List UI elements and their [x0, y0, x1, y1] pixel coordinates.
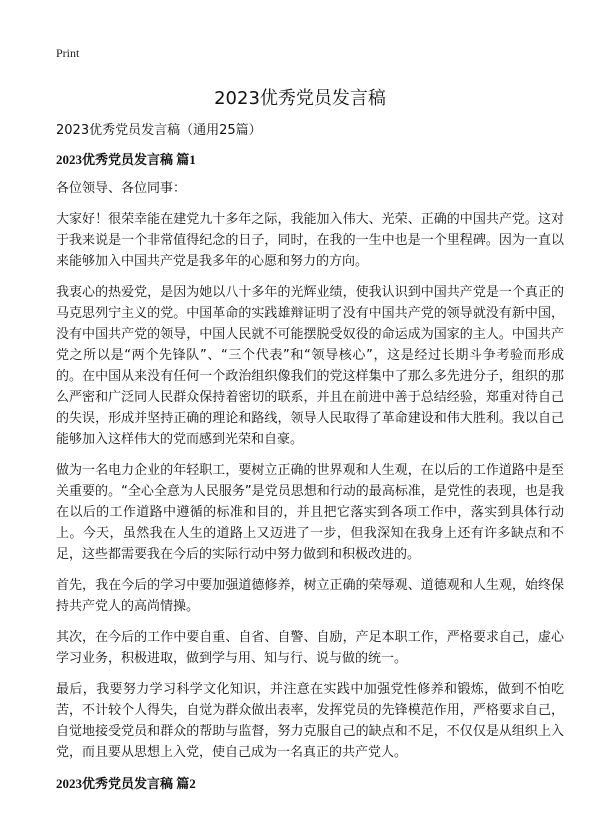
section-heading-1: 2023优秀党员发言稿 篇1: [56, 152, 196, 167]
page-title: 2023优秀党员发言稿: [214, 88, 386, 109]
paragraph: 我衷心的热爱党，是因为她以八十多年的光辉业绩，使我认识到中国共产党是一个真正的马克思列宁主义的党。中国革命的实践雄辩证明了没有中国共产党的领导就没有新中国，没有中国共产党的领导，中国人民就不可能摆脱受奴役的命运成为国家的主人。中国共产党之所以是“两个先锋队”、“三个代表”和“领导核心”，这是经过长期斗争考验而形成的。在中国从来没有任何一个政治组织像我们的党这样集中了那么多先进分子，组织的那么严密和广泛同人民群众保持着密切的联系，并且在前进中善于总结经验，郑重对待自己的失误，形成并坚持正确的理论和路线，领导人民取得了革命建设和伟大胜利。我以自己能够加入这样伟大的党而感到光荣和自豪。: [56, 285, 564, 447]
article-body: [56, 120, 564, 802]
article-subtitle: 2023优秀党员发言稿（通用25篇）: [56, 123, 262, 138]
paragraph: 最后，我要努力学习科学文化知识，并注意在实践中加强党性修养和锻炼，做到不怕吃苦，不计较个人得失，自觉为群众做出表率，发挥党员的先锋模范作用，严格要求自己，自觉地接受党员和群众的帮助与监督，努力克服自己的缺点和不足，不仅仅是从组织上入党，而且要从思想上入党，使自己成为一名真正的共产党人。: [56, 682, 564, 760]
greeting: 各位领导、各位同事：: [56, 181, 187, 196]
paragraph: 做为一名电力企业的年轻职工，要树立正确的世界观和人生观，在以后的工作道路中是至关重要的。“全心全意为人民服务”是党员思想和行动的最高标准，是党性的表现，也是我在以后的工作道路中遵循的标准和目的，并且把它落实到各项工作中，落实到具体行动上。今天，虽然我在人生的道路上又迈进了一步，但我深知在我身上还有许多缺点和不足，这些都需要我在今后的实际行动中努力做到和积极改进的。: [56, 463, 564, 562]
paragraph: 大家好！很荣幸能在建党九十多年之际，我能加入伟大、光荣、正确的中国共产党。这对于我来说是一个非常值得纪念的日子，同时，在我的一生中也是一个里程碑。因为一直以来能够加入中国共产党是我多年的心愿和努力的方向。: [56, 212, 564, 269]
paragraph: 其次，在今后的工作中要自重、自省、自警、自励，产足本职工作，严格要求自己，虚心学习业务，积极进取，做到学与用、知与行、说与做的统一。: [56, 630, 564, 666]
print-link[interactable]: Print: [56, 46, 80, 60]
section-heading-2: 2023优秀党员发言稿 篇2: [56, 776, 196, 791]
paragraph: 首先，我在今后的学习中要加强道德修养，树立正确的荣辱观、道德观和人生观，始终保持共产党人的高尚情操。: [56, 578, 564, 614]
